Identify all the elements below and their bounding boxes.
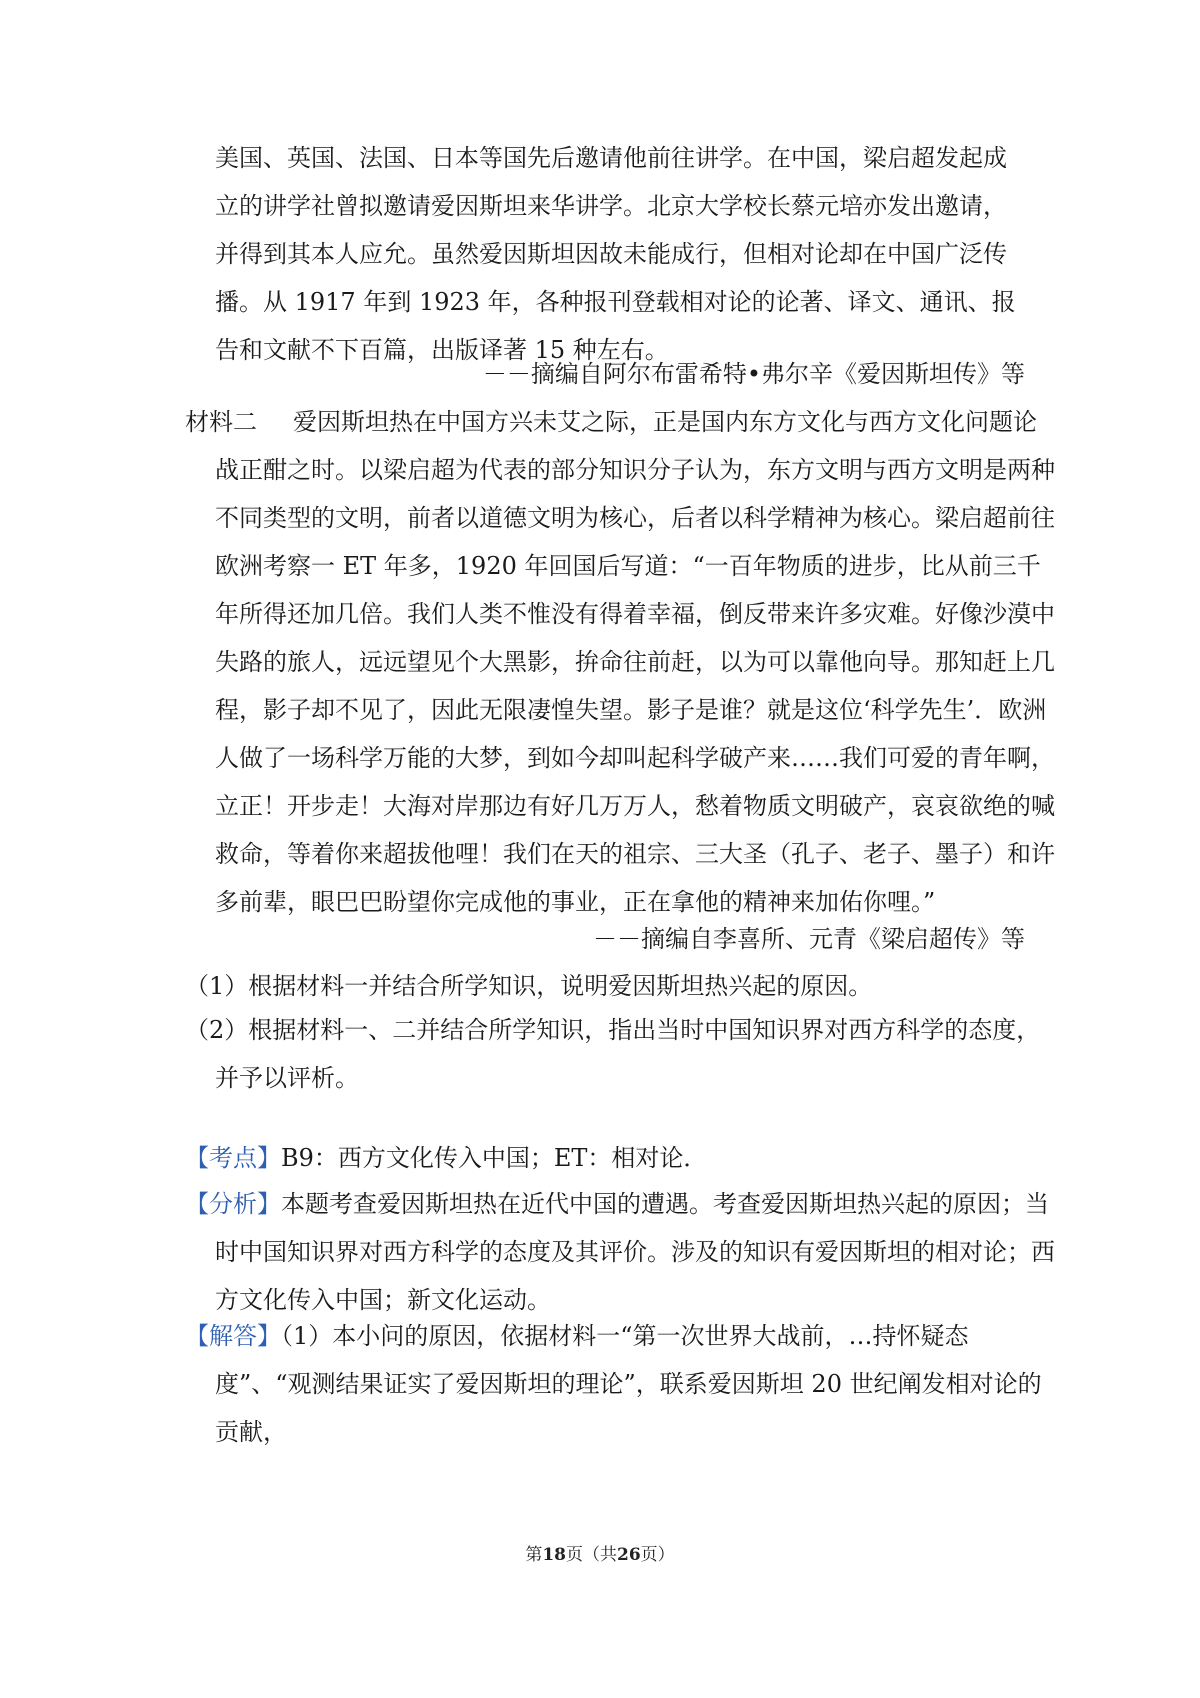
answer-kaodian (185, 1134, 1055, 1182)
footer-suffix: 页） (640, 1545, 675, 1565)
material2-label: 材料二 (185, 408, 257, 436)
footer-total-pages: 26 (617, 1545, 641, 1565)
material2-source: －－摘编自李喜所、元青《梁启超传》等 (593, 925, 1025, 953)
fenxi-tag: 【分析】 (185, 1190, 281, 1218)
fenxi-text: 本题考查爱因斯坦热在近代中国的遭遇。考查爱因斯坦热兴起的原因；当时中国知识界对西方科学的态度及其评价。涉及的知识有爱因斯坦的相对论；西方文化传入中国；新文化运动。 (215, 1190, 1055, 1314)
material2-text: 爱因斯坦热在中国方兴未艾之际，正是国内东方文化与西方文化问题论战正酣之时。以梁启超为代表的部分知识分子认为，东方文明与西方文明是两种不同类型的文明，前者以道德文明为核心，后者以科学精神为核心。梁启超前往欧洲考察一 ET 年多，1920 年回国后写道：“一百年物质的进步，比从前三千年所得还加几倍。我们人类不惟没有得着幸福，倒反带来许多灾难。好像沙漠中失路的旅人，远远望见个大黑影，拚命往前赶，以为可以靠他向导。那知赶上几程，影子却不见了，因此无限凄惶失望。影子是谁？就是这位‘科学先生’．欧洲人做了一场科学万能的大梦，到如今却叫起科学破产来……我们可爱的青年啊，立正！开步走！大海对岸那边有好几万万人，愁着物质文明破产，哀哀欲绝的喊救命，等着你来超拔他哩！我们在天的祖宗、三大圣（孔子、老子、墨子）和许多前辈，眼巴巴盼望你完成他的事业，正在拿他的精神来加佑你哩。” (215, 408, 1055, 916)
question-1: （1）根据材料一并结合所学知识，说明爱因斯坦热兴起的原因。 (185, 972, 873, 1000)
jieda-text: （1）本小问的原因，依据材料一“第一次世界大战前，…持怀疑态度”、“观测结果证实了爱因斯坦的理论”，联系爱因斯坦 20 世纪阐发相对论的贡献， (215, 1322, 1042, 1446)
material1-continuation: 美国、英国、法国、日本等国先后邀请他前往讲学。在中国，梁启超发起成立的讲学社曾拟邀请爱因斯坦来华讲学。北京大学校长蔡元培亦发出邀请，并得到其本人应允。虽然爱因斯坦因故未能成行，但相对论却在中国广泛传播。从 1917 年到 1923 年，各种报刊登载相对论的论著、译文、通讯、报告和文献不下百篇，出版译著 15 种左右。 (215, 144, 1016, 364)
page-footer (0, 1540, 1200, 1565)
answer-fenxi (185, 1180, 1055, 1324)
footer-middle: 页（共 (566, 1545, 617, 1565)
question-2: （2）根据材料一、二并结合所学知识，指出当时中国知识界对西方科学的态度，并予以评析。 (185, 1016, 1041, 1092)
kaodian-text: B9：西方文化传入中国；ET：相对论． (281, 1144, 708, 1172)
footer-page-number: 18 (542, 1545, 566, 1565)
footer-prefix: 第 (525, 1545, 543, 1565)
material2-paragraph (185, 398, 1055, 926)
answer-jieda (185, 1312, 1055, 1456)
jieda-tag: 【解答】 (185, 1322, 281, 1350)
kaodian-tag: 【考点】 (185, 1144, 281, 1172)
material1-source: －－摘编自阿尔布雷希特•弗尔辛《爱因斯坦传》等 (482, 360, 1025, 388)
